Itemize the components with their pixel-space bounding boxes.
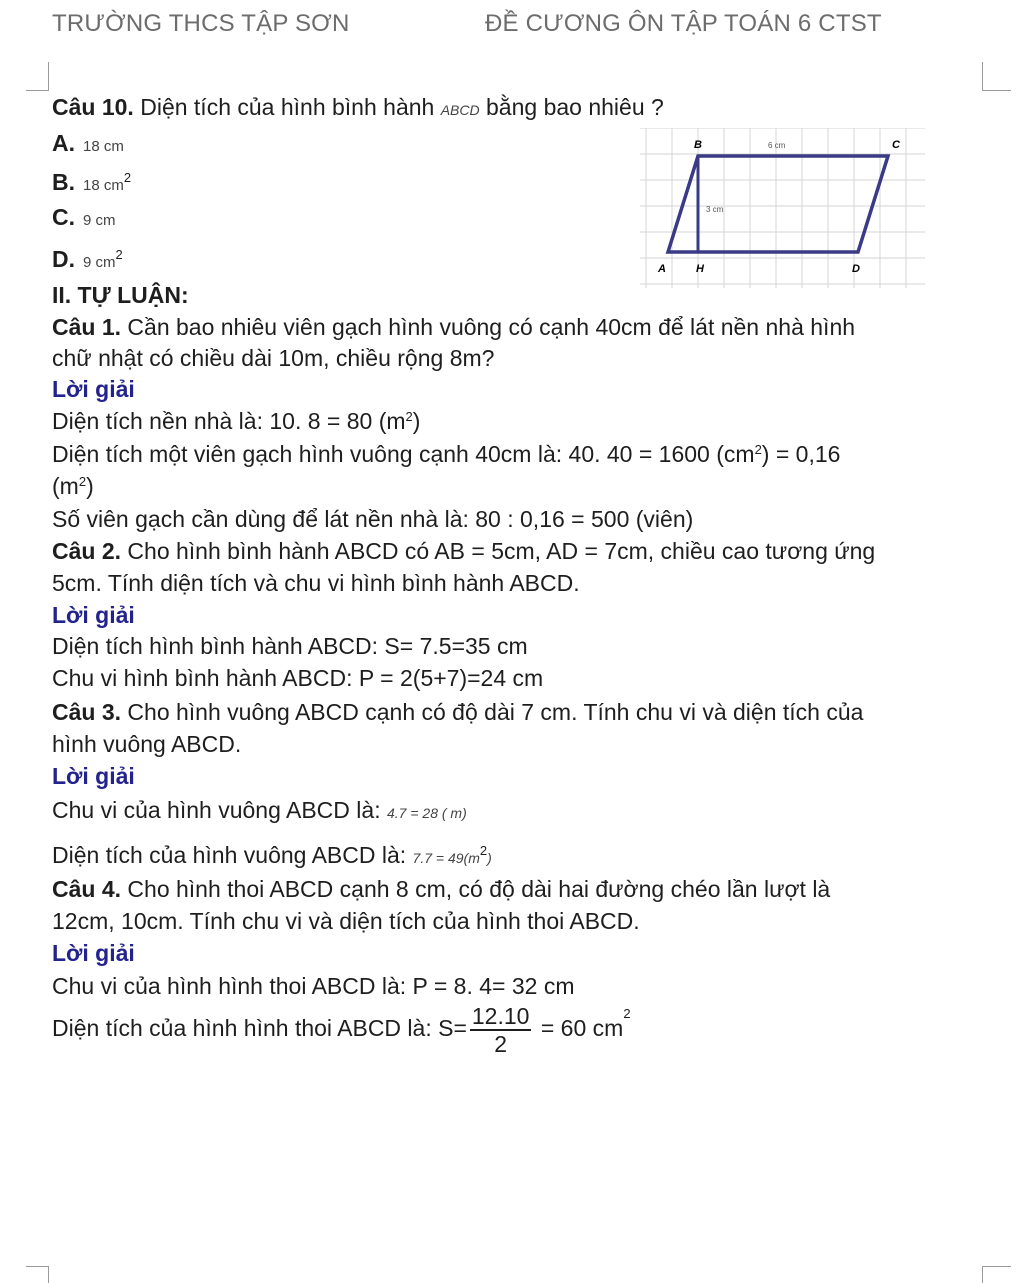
- question-10-text: Diện tích của hình bình hành: [133, 94, 441, 120]
- c4-solution-2: [52, 1003, 631, 1057]
- parallelogram-shape: [668, 156, 888, 252]
- c3-s2-text: Diện tích của hình vuông ABCD là:: [52, 842, 413, 868]
- c3-s1-formula: 4.7 = 28 ( m): [386, 805, 467, 821]
- option-a-value: 18 cm: [83, 138, 124, 155]
- c3-s2-sup: 2: [479, 843, 488, 858]
- option-c: [52, 202, 116, 236]
- c4-solution-1: Chu vi của hình hình thoi ABCD là: P = 8. 4= 32 cm: [52, 973, 575, 999]
- c1-solution-3: [52, 471, 94, 501]
- section-2-title: II. TỰ LUẬN:: [52, 282, 189, 308]
- c1-solution-label: Lời giải: [52, 376, 135, 402]
- c4-fraction-numerator: 12.10: [471, 1003, 530, 1029]
- c1-line-1: [52, 312, 855, 342]
- document-title: ĐỀ CƯƠNG ÔN TẬP TOÁN 6 CTST: [485, 10, 882, 37]
- option-d-letter: D.: [52, 246, 75, 272]
- c1-solution-4: Số viên gạch cần dùng để lát nền nhà là: 80 : 0,16 = 500 (viên): [52, 506, 694, 532]
- c3-solution-2: [52, 840, 492, 873]
- parallelogram-figure: [640, 128, 925, 288]
- question-10-label: Câu 10.: [52, 94, 134, 120]
- c1-s3-sup: 2: [78, 474, 87, 489]
- c2-text-1: Cho hình bình hành ABCD có AB = 5cm, AD = 7cm, chiều cao tương ứng: [121, 538, 876, 564]
- c3-s2-formula: 7.7 = 49(m: [412, 850, 480, 866]
- c1-s3-end: ): [86, 473, 94, 499]
- crop-mark-bottom-right: [982, 1266, 1011, 1283]
- c2-line-2: 5cm. Tính diện tích và chu vi hình bình hành ABCD.: [52, 570, 580, 596]
- top-side-length: 6 cm: [768, 141, 786, 150]
- c2-solution-1: Diện tích hình bình hành ABCD: S= 7.5=35 cm: [52, 633, 528, 659]
- c1-solution-2: [52, 439, 840, 469]
- c3-line-1: [52, 697, 863, 727]
- c4-label: Câu 4.: [52, 876, 122, 902]
- vertex-label-d: D: [852, 263, 860, 275]
- c2-solution-label: Lời giải: [52, 602, 135, 628]
- c4-text-1: Cho hình thoi ABCD cạnh 8 cm, có độ dài hai đường chéo lần lượt là: [121, 876, 831, 902]
- crop-mark-top-left: [26, 62, 49, 91]
- c1-label: Câu 1.: [52, 314, 122, 340]
- question-10-shape: ABCD: [440, 102, 480, 118]
- c4-fraction: [470, 1003, 532, 1057]
- option-d-sup: 2: [115, 247, 123, 262]
- option-c-letter: C.: [52, 204, 75, 230]
- option-c-value: 9 cm: [83, 212, 116, 229]
- c2-solution-2: Chu vi hình bình hành ABCD: P = 2(5+7)=24 cm: [52, 665, 544, 691]
- c3-s1-text: Chu vi của hình vuông ABCD là:: [52, 797, 387, 823]
- option-b-sup: 2: [123, 170, 132, 185]
- option-a: [52, 128, 124, 162]
- vertex-label-b: B: [694, 139, 702, 151]
- vertex-label-a: A: [658, 263, 666, 275]
- c3-s2-end: ): [487, 850, 492, 866]
- c4-solution-label: Lời giải: [52, 940, 135, 966]
- c1-s1-text: Diện tích nền nhà là: 10. 8 = 80 (m: [52, 408, 406, 434]
- c1-line-2: chữ nhật có chiều dài 10m, chiều rộng 8m?: [52, 345, 495, 371]
- c4-s2-end: = 60 cm: [534, 1015, 624, 1042]
- c4-s2-sup: 2: [623, 1006, 631, 1021]
- c2-label: Câu 2.: [52, 538, 122, 564]
- c1-s2-end: ) = 0,16: [761, 441, 841, 467]
- c4-line-1: [52, 874, 830, 904]
- vertex-label-c: C: [892, 139, 900, 151]
- option-b: [52, 167, 131, 201]
- height-length: 3 cm: [706, 205, 724, 214]
- option-d: [52, 244, 123, 278]
- c1-s1-end: ): [412, 408, 421, 434]
- crop-mark-bottom-left: [26, 1266, 49, 1283]
- c1-s3-text: (m: [52, 473, 79, 499]
- c1-s2-text: Diện tích một viên gạch hình vuông cạnh 40cm là: 40. 40 = 1600 (cm: [52, 441, 755, 467]
- c4-fraction-denominator: 2: [494, 1031, 508, 1057]
- crop-mark-top-right: [982, 62, 1011, 91]
- question-10-text-end: bằng bao nhiêu ?: [479, 94, 664, 120]
- c1-s2-sup: 2: [754, 442, 762, 457]
- option-a-letter: A.: [52, 130, 75, 156]
- c1-s1-sup: 2: [405, 409, 413, 424]
- question-10: [52, 92, 664, 125]
- c3-solution-label: Lời giải: [52, 763, 135, 789]
- school-name: TRƯỜNG THCS TẬP SƠN: [52, 10, 350, 37]
- vertex-label-h: H: [696, 263, 704, 275]
- option-b-value: 18 cm: [83, 177, 124, 194]
- c3-solution-1: [52, 795, 467, 828]
- option-d-value: 9 cm: [83, 254, 116, 271]
- c1-text-1: Cần bao nhiêu viên gạch hình vuông có cạnh 40cm để lát nền nhà hình: [121, 314, 856, 340]
- c1-solution-1: [52, 406, 420, 436]
- c2-line-1: [52, 536, 875, 566]
- c3-text-1: Cho hình vuông ABCD cạnh có độ dài 7 cm. Tính chu vi và diện tích của: [121, 699, 864, 725]
- c4-line-2: 12cm, 10cm. Tính chu vi và diện tích của hình thoi ABCD.: [52, 908, 640, 934]
- c3-line-2: hình vuông ABCD.: [52, 731, 242, 757]
- c3-label: Câu 3.: [52, 699, 122, 725]
- c4-s2-text: Diện tích của hình hình thoi ABCD là: S=: [52, 1015, 467, 1042]
- option-b-letter: B.: [52, 169, 75, 195]
